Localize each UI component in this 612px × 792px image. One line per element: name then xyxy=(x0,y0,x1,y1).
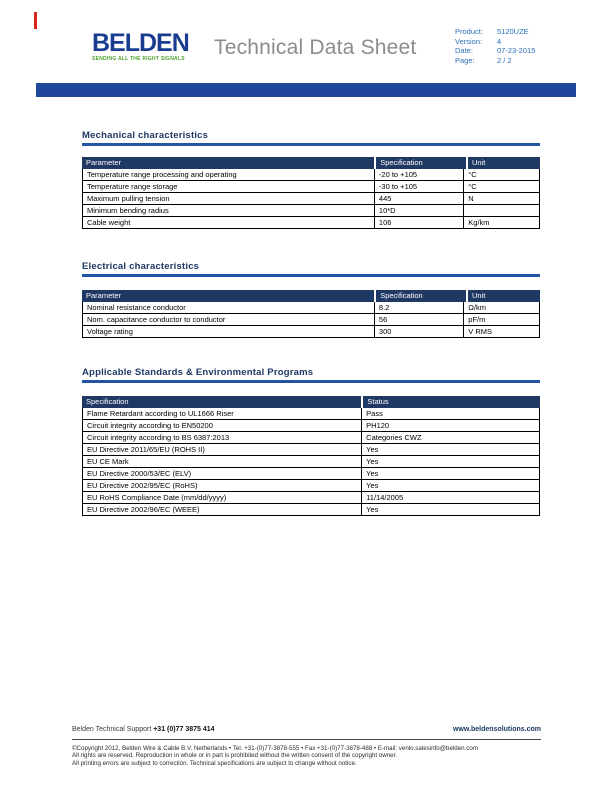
cell-status: Yes xyxy=(361,444,539,455)
meta-product-row xyxy=(455,27,535,37)
section-rule-mechanical xyxy=(82,143,540,146)
meta-version-value: 4 xyxy=(497,36,502,46)
meta-page-value: 2 / 2 xyxy=(497,55,512,65)
mechanical-table-header xyxy=(82,157,540,169)
table-row xyxy=(83,192,539,204)
copyright-line-3: All printing errors are subject to correction. Technical specifications are subject to change without notice. xyxy=(72,759,357,767)
column-header-parameter: Parameter xyxy=(82,157,374,169)
cell-specification: 445 xyxy=(374,193,463,204)
section-title-standards: Applicable Standards & Environmental Programs xyxy=(82,367,314,378)
cell-status: Yes xyxy=(361,504,539,515)
section-rule-electrical xyxy=(82,274,540,277)
cell-status: Yes xyxy=(361,468,539,479)
mechanical-table xyxy=(82,157,540,229)
cell-status: 11/14/2005 xyxy=(361,492,539,503)
column-header-specification: Specification xyxy=(82,396,361,408)
column-header-specification: Specification xyxy=(376,290,466,302)
table-row xyxy=(83,204,539,216)
cell-parameter: Temperature range processing and operating xyxy=(87,170,237,179)
section-title-mechanical: Mechanical characteristics xyxy=(82,130,209,141)
cell-unit: °C xyxy=(463,169,539,180)
meta-date-label: Date: xyxy=(455,46,473,55)
table-row xyxy=(83,325,539,337)
cell-specification: EU Directive 2002/96/EC (WEEE) xyxy=(87,505,200,514)
cell-status: PH120 xyxy=(361,420,539,431)
table-row xyxy=(83,479,539,491)
cell-specification: EU CE Mark xyxy=(87,457,129,466)
copyright-line-1: ©Copyright 2012, Belden Wire & Cable B.V. Netherlands • Tel. +31-(0)77-3878-555 • Fax +31-(0)77-3878-488 • E-mail: venlo.salesinfo@belden.com xyxy=(72,745,478,752)
standards-table-header xyxy=(82,396,540,408)
table-row xyxy=(83,503,539,515)
footer-support-text xyxy=(72,726,215,733)
electrical-table xyxy=(82,290,540,338)
cell-unit: V RMS xyxy=(463,326,539,337)
cell-specification: 106 xyxy=(374,217,463,228)
cell-parameter: Minimum bending radius xyxy=(87,206,169,215)
table-row xyxy=(83,313,539,325)
cell-parameter: Maximum pulling tension xyxy=(87,194,170,203)
column-header-specification: Specification xyxy=(376,157,466,169)
column-header-unit: Unit xyxy=(468,157,540,169)
cell-specification: 8.2 xyxy=(374,302,463,313)
cell-specification: -20 to +105 xyxy=(374,169,463,180)
meta-page-row xyxy=(455,56,535,66)
footer-copyright-block xyxy=(72,745,552,767)
document-meta xyxy=(455,27,535,65)
meta-page-label: Page: xyxy=(455,55,475,65)
cell-specification: Flame Retardant according to UL1666 Riser xyxy=(87,409,234,418)
table-row xyxy=(83,467,539,479)
cell-status: Yes xyxy=(361,480,539,491)
column-header-status: Status xyxy=(363,396,540,408)
footer-support-phone: +31 (0)77 3875 414 xyxy=(153,726,215,733)
cell-specification: EU Directive 2002/95/EC (RoHS) xyxy=(87,481,198,490)
document-title: Technical Data Sheet xyxy=(214,36,417,59)
header-banner-bar xyxy=(36,83,576,97)
meta-version-label: Version: xyxy=(455,36,483,46)
table-row xyxy=(83,302,539,313)
electrical-table-body xyxy=(82,302,540,338)
standards-table xyxy=(82,396,540,516)
cell-status: Yes xyxy=(361,456,539,467)
cell-specification: EU Directive 2000/53/EC (ELV) xyxy=(87,469,192,478)
table-row xyxy=(83,216,539,228)
cell-specification: EU Directive 2011/65/EU (ROHS II) xyxy=(87,445,205,454)
standards-table-body xyxy=(82,408,540,516)
cell-unit: °C xyxy=(463,181,539,192)
cell-unit xyxy=(463,205,539,216)
footer-website-link[interactable]: www.beldensolutions.com xyxy=(452,726,541,733)
table-row xyxy=(83,443,539,455)
column-header-parameter: Parameter xyxy=(82,290,374,302)
cell-unit: Kg/km xyxy=(463,217,539,228)
table-row xyxy=(83,180,539,192)
cell-specification: EU RoHS Compliance Date (mm/dd/yyyy) xyxy=(87,493,227,502)
section-rule-standards xyxy=(82,380,540,383)
table-row xyxy=(83,169,539,180)
red-accent-mark xyxy=(34,12,37,29)
table-row xyxy=(83,419,539,431)
meta-date-value: 07-23-2015 xyxy=(497,46,536,55)
cell-parameter: Voltage rating xyxy=(87,327,133,336)
copyright-line-2: All rights are reserved. Reproduction in whole or in part is prohibited without the written consent of the copyright owner. xyxy=(72,752,398,760)
table-row xyxy=(83,408,539,419)
cell-unit: pF/m xyxy=(463,314,539,325)
column-header-unit: Unit xyxy=(468,290,540,302)
cell-specification: 10*D xyxy=(374,205,463,216)
cell-status: Pass xyxy=(361,408,539,419)
meta-product-value: 5120UZE xyxy=(497,27,529,36)
cell-parameter: Nom. capacitance conductor to conductor xyxy=(87,315,226,324)
table-row xyxy=(83,431,539,443)
belden-logo-wordmark: BELDEN xyxy=(92,29,189,57)
belden-logo xyxy=(92,31,212,62)
table-row xyxy=(83,491,539,503)
cell-specification: Circuit integrity according to EN50200 xyxy=(87,421,213,430)
meta-date-row xyxy=(455,46,535,56)
mechanical-table-body xyxy=(82,169,540,229)
meta-product-label: Product: xyxy=(455,27,483,36)
table-row xyxy=(83,455,539,467)
footer-divider xyxy=(72,739,541,740)
cell-parameter: Nominal resistance conductor xyxy=(87,303,186,312)
section-title-electrical: Electrical characteristics xyxy=(82,261,200,272)
cell-specification: 300 xyxy=(374,326,463,337)
cell-specification: -30 to +105 xyxy=(374,181,463,192)
cell-parameter: Cable weight xyxy=(87,218,131,227)
cell-unit: N xyxy=(463,193,539,204)
belden-logo-tagline: SENDING ALL THE RIGHT SIGNALS xyxy=(92,56,185,62)
cell-unit: Ω/km xyxy=(463,302,539,313)
cell-status: Categories CWZ xyxy=(361,432,539,443)
footer-support-label: Belden Technical Support xyxy=(72,726,152,733)
cell-specification: Circuit integrity according to BS 6387:2013 xyxy=(87,433,230,442)
cell-specification: 56 xyxy=(374,314,463,325)
cell-parameter: Temperature range storage xyxy=(87,182,178,191)
meta-version-row xyxy=(455,37,535,47)
footer-support-line xyxy=(72,726,541,733)
electrical-table-header xyxy=(82,290,540,302)
